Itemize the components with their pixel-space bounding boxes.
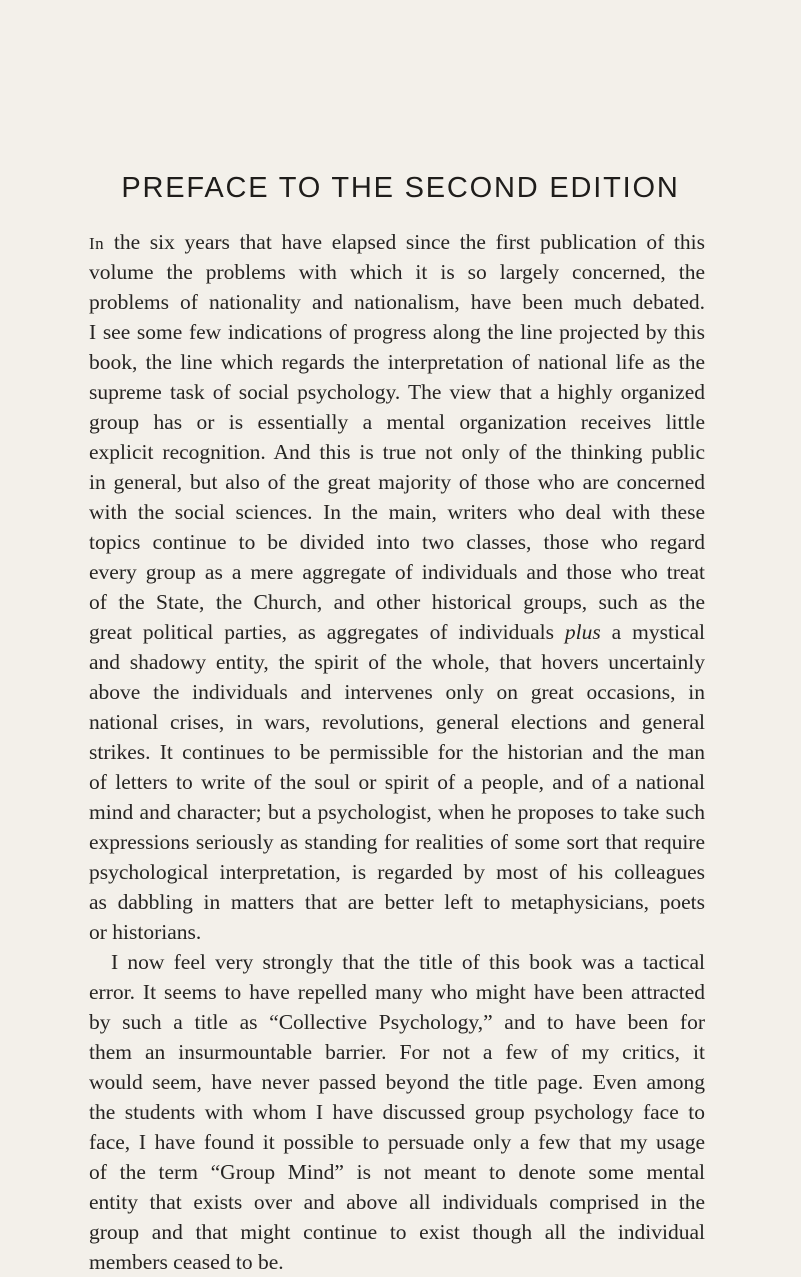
- text-line: face, I have found it possible to persuade only a few that my usage: [89, 1130, 705, 1154]
- text-line: entity that exists over and above all individuals comprised in the: [89, 1190, 705, 1214]
- text-line: I see some few indications of progress along the line projected by this: [89, 320, 705, 344]
- text-line: above the individuals and intervenes only on great occasions, in: [89, 680, 705, 704]
- text-line: and shadowy entity, the spirit of the whole, that hovers uncertainly: [89, 650, 705, 674]
- text-line: national crises, in wars, revolutions, general elections and general: [89, 710, 705, 734]
- text-line: by such a title as “Collective Psychology,” and to have been for: [89, 1010, 705, 1034]
- text-line: the students with whom I have discussed group psychology face to: [89, 1100, 705, 1124]
- page-title: PREFACE TO THE SECOND EDITION: [121, 172, 680, 204]
- text-line: as dabbling in matters that are better left to metaphysicians, poets: [89, 890, 705, 914]
- text-line: I now feel very strongly that the title of this book was a tactical: [111, 950, 705, 974]
- drop-small-caps: In: [89, 234, 105, 253]
- text-line: group has or is essentially a mental organization receives little: [89, 410, 705, 434]
- text-line: would seem, have never passed beyond the title page. Even among: [89, 1070, 705, 1094]
- text-line: great political parties, as aggregates of individuals plus a mystical: [89, 620, 705, 644]
- text-line: group and that might continue to exist though all the individual: [89, 1220, 705, 1244]
- text-line: volume the problems with which it is so largely concerned, the: [89, 260, 705, 284]
- text-line: expressions seriously as standing for realities of some sort that require: [89, 830, 705, 854]
- text-line: In the six years that have elapsed since the first publication of this: [89, 230, 705, 254]
- text-line: explicit recognition. And this is true not only of the thinking public: [89, 440, 705, 464]
- text-line: strikes. It continues to be permissible for the historian and the man: [89, 740, 705, 764]
- text-line: every group as a mere aggregate of individuals and those who treat: [89, 560, 705, 584]
- text-line: them an insurmountable barrier. For not a few of my critics, it: [89, 1040, 705, 1064]
- text-line: of letters to write of the soul or spirit of a people, and of a national: [89, 770, 705, 794]
- text-line: problems of nationality and nationalism, have been much debated.: [89, 290, 705, 314]
- text-line: error. It seems to have repelled many who might have been attracted: [89, 980, 705, 1004]
- text-line: supreme task of social psychology. The view that a highly organized: [89, 380, 705, 404]
- italic-word: plus: [564, 620, 601, 644]
- text-line: in general, but also of the great majority of those who are concerned: [89, 470, 705, 494]
- text-line: mind and character; but a psychologist, when he proposes to take such: [89, 800, 705, 824]
- text-line: book, the line which regards the interpretation of national life as the: [89, 350, 705, 374]
- text-line: of the State, the Church, and other historical groups, such as the: [89, 590, 705, 614]
- text-line: topics continue to be divided into two classes, those who regard: [89, 530, 705, 554]
- text-line: members ceased to be.: [89, 1250, 284, 1274]
- text-line: of the term “Group Mind” is not meant to denote some mental: [89, 1160, 705, 1184]
- text-line: or historians.: [89, 920, 202, 944]
- text-line: psychological interpretation, is regarded by most of his colleagues: [89, 860, 705, 884]
- text-line: with the social sciences. In the main, writers who deal with these: [89, 500, 705, 524]
